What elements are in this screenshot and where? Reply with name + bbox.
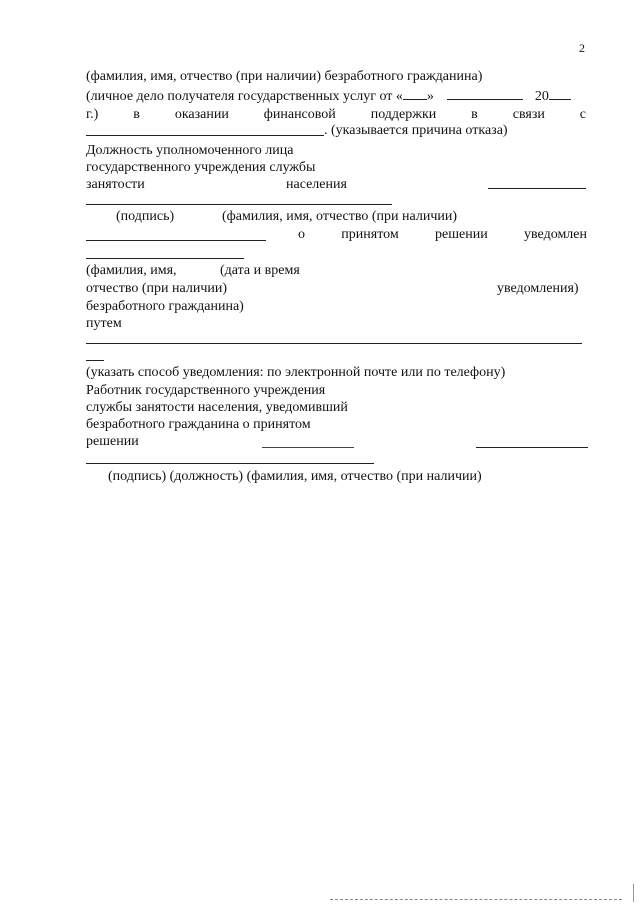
quote-close: »	[426, 89, 434, 104]
line-refusal-reason-words	[86, 106, 586, 123]
method-caption: (указать способ уведомления: по электронной почте или по телефону)	[86, 365, 506, 380]
word-o: о	[298, 227, 305, 242]
citizen-name-caption-2: отчество (при наличии)	[86, 281, 228, 296]
blank-notification-method	[86, 343, 582, 344]
word-finansovoy: финансовой	[263, 107, 336, 122]
word-okazanii: оказании	[174, 107, 229, 122]
word-g: г.)	[86, 107, 99, 122]
citizen-name-caption-1: (фамилия, имя,	[86, 263, 177, 278]
population-label: населения	[286, 177, 347, 192]
signature-caption: (подпись)	[116, 209, 175, 224]
word-v2: в	[471, 107, 478, 122]
blank-official-position	[488, 188, 586, 189]
word-s: с	[579, 107, 586, 122]
blank-employee-name	[476, 447, 588, 448]
blank-notification-method-tail	[86, 360, 104, 361]
employee-signature-caption: (подпись) (должность) (фамилия, имя, отчество (при наличии)	[108, 469, 482, 484]
word-svyazi: связи	[512, 107, 545, 122]
blank-official-signature-name	[86, 204, 392, 205]
blank-employee-signature	[86, 463, 374, 464]
blank-year	[549, 87, 571, 100]
fullname-caption: (фамилия, имя, отчество (при наличии)	[222, 209, 458, 224]
blank-day	[403, 87, 427, 100]
employee-label-4: решении	[86, 434, 139, 449]
method-label: путем	[86, 316, 122, 331]
employee-label-2: службы занятости населения, уведомивший	[86, 400, 348, 415]
word-uvedomlen: уведомлен	[524, 227, 587, 242]
refusal-reason-caption: . (указывается причина отказа)	[324, 123, 508, 138]
line-personal-file	[86, 87, 571, 105]
blank-notification-datetime	[86, 258, 244, 259]
employment-label: занятости	[86, 177, 145, 192]
word-reshenii: решении	[435, 227, 488, 242]
blank-refusal-reason	[86, 135, 324, 136]
personal-file-label: (личное дело получателя государственных услуг от «	[86, 89, 403, 104]
blank-employee-position	[262, 447, 354, 448]
line-decision-notified	[298, 226, 587, 243]
official-position-label: Должность уполномоченного лица	[86, 143, 294, 158]
scan-artifact-bottom-line	[330, 899, 622, 900]
line-citizen-name-caption: (фамилия, имя, отчество (при наличии) безработного гражданина)	[86, 69, 483, 84]
employee-label-3: безработного гражданина о принятом	[86, 417, 311, 432]
blank-notified-citizen	[86, 240, 266, 241]
scan-artifact-corner-tick	[633, 884, 634, 902]
datetime-caption-2: уведомления)	[497, 281, 579, 296]
year-prefix: 20	[534, 89, 549, 104]
blank-month	[447, 87, 523, 100]
word-prinyatom: принятом	[341, 227, 399, 242]
datetime-caption-1: (дата и время	[220, 263, 300, 278]
citizen-name-caption-3: безработного гражданина)	[86, 299, 244, 314]
word-podderzhki: поддержки	[370, 107, 437, 122]
page-number: 2	[579, 41, 585, 55]
official-institution-label: государственного учреждения службы	[86, 160, 316, 175]
word-v: в	[133, 107, 140, 122]
employee-label-1: Работник государственного учреждения	[86, 383, 326, 398]
